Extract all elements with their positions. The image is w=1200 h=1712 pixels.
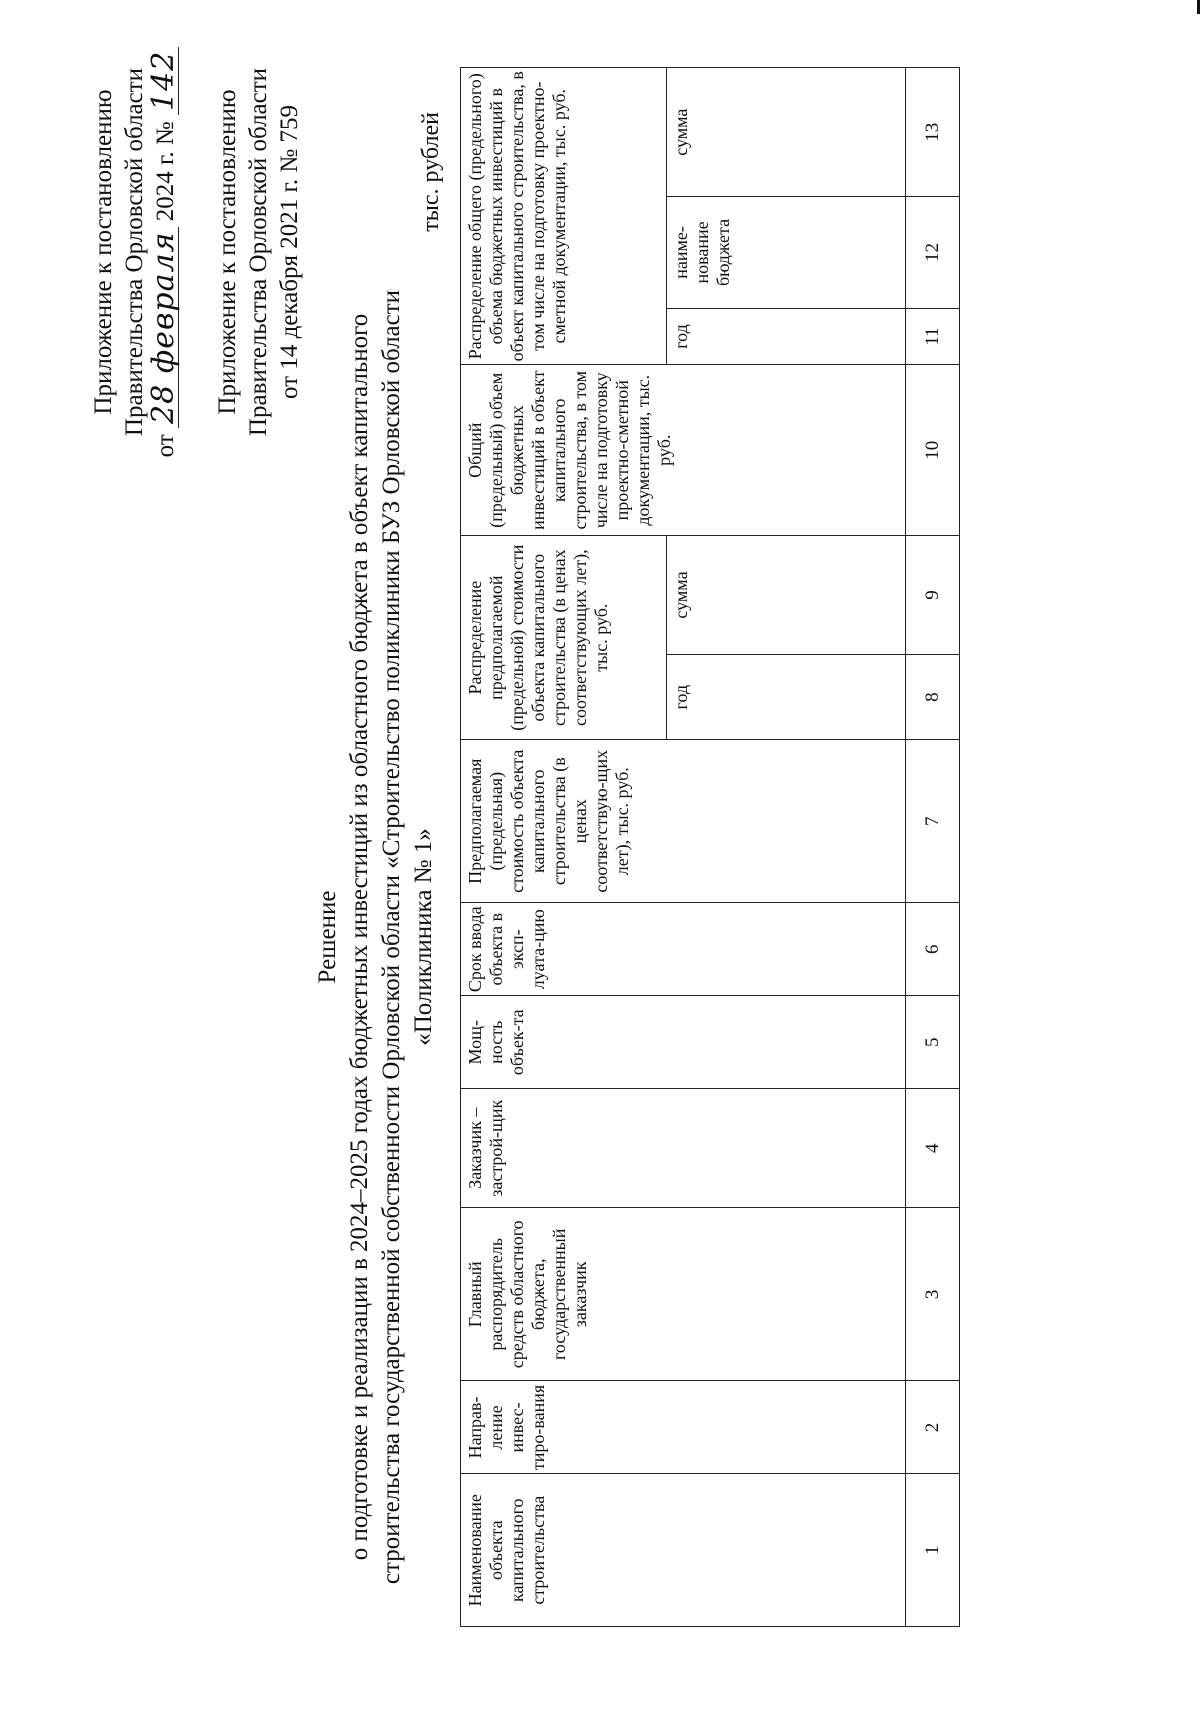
subheader-cell: сумма [666, 536, 906, 655]
handwritten-number: 142 [150, 47, 179, 115]
annotation-line: Приложение к постановлению [214, 89, 241, 415]
investment-table [460, 67, 960, 1627]
column-number: 5 [906, 996, 960, 1089]
handwritten-date: 28 февраля [150, 228, 179, 428]
column-number: 10 [906, 365, 960, 536]
title-line: «Поликлиника № 1» [410, 828, 437, 1046]
table-header-row [461, 68, 667, 1627]
annotation-line: Правительства Орловской области [245, 67, 272, 437]
header-cell: Наименование объекта капитального строительства [461, 1474, 906, 1627]
subheader-cell: наиме-нование бюджета [666, 197, 906, 308]
column-number: 11 [906, 308, 960, 365]
annotation-line: Приложение к постановлению [90, 89, 117, 415]
header-cell: Распределение общего (предельного) объема бюджетных инвестиций в объект капитального строительства, в том числе на подготовку проектно-сметной документации, тыс. руб. [461, 68, 667, 365]
annotation-date-line [146, 22, 181, 482]
appendix-annotation-original [212, 22, 305, 482]
header-cell: Общий (предельный) объем бюджетных инвестиций в объект капитального строительства, в том числе на подготовку проектно-сметной документации, тыс. руб. [461, 365, 906, 536]
header-cell: Заказчик – застрой-щик [461, 1089, 906, 1208]
column-number-row [906, 68, 960, 1627]
date-prefix: от [152, 434, 179, 458]
column-number: 7 [906, 740, 960, 903]
header-cell: Срок ввода объекта в эксп-луата-цию [461, 903, 906, 996]
title-heading: Решение [314, 890, 341, 984]
header-cell: Главный распорядитель средств областного бюджета, государственный заказчик [461, 1208, 906, 1381]
title-line: строительства государственной собственности Орловской области «Строительство поликлиники БУЗ Орловской области [378, 289, 405, 1585]
header-cell: Распределение предполагаемой (предельной) стоимости объекта капитального строительства (в ценах соответствующих лет), тыс. руб. [461, 536, 667, 740]
header-cell: Мощ-ность объек-та [461, 996, 906, 1089]
subheader-cell: год [666, 308, 906, 365]
column-number: 8 [906, 654, 960, 739]
column-number: 12 [906, 197, 960, 308]
column-number: 2 [906, 1381, 960, 1474]
column-number: 13 [906, 68, 960, 197]
column-number: 6 [906, 903, 960, 996]
appendix-annotation-new [88, 22, 181, 482]
title-line: о подготовке и реализации в 2024–2025 годах бюджетных инвестиций из областного бюджета в объект капитального [346, 313, 373, 1561]
date-year: 2024 г. № [152, 121, 179, 222]
subheader-cell: сумма [666, 68, 906, 197]
annotation-line: Правительства Орловской области [121, 67, 148, 437]
column-number: 9 [906, 536, 960, 655]
header-cell: Предполагаемая (предельная) стоимость объекта капитального строительства (в ценах соответствую-щих лет), тыс. руб. [461, 740, 906, 903]
document-title [312, 262, 440, 1612]
column-number: 3 [906, 1208, 960, 1381]
units-label: тыс. рублей [418, 112, 444, 232]
annotation-line: от 14 декабря 2021 г. № 759 [276, 104, 303, 400]
header-cell: Направ-ление инвес-тиро-вания [461, 1381, 906, 1474]
subheader-cell: год [666, 654, 906, 739]
column-number: 1 [906, 1474, 960, 1627]
column-number: 4 [906, 1089, 960, 1208]
